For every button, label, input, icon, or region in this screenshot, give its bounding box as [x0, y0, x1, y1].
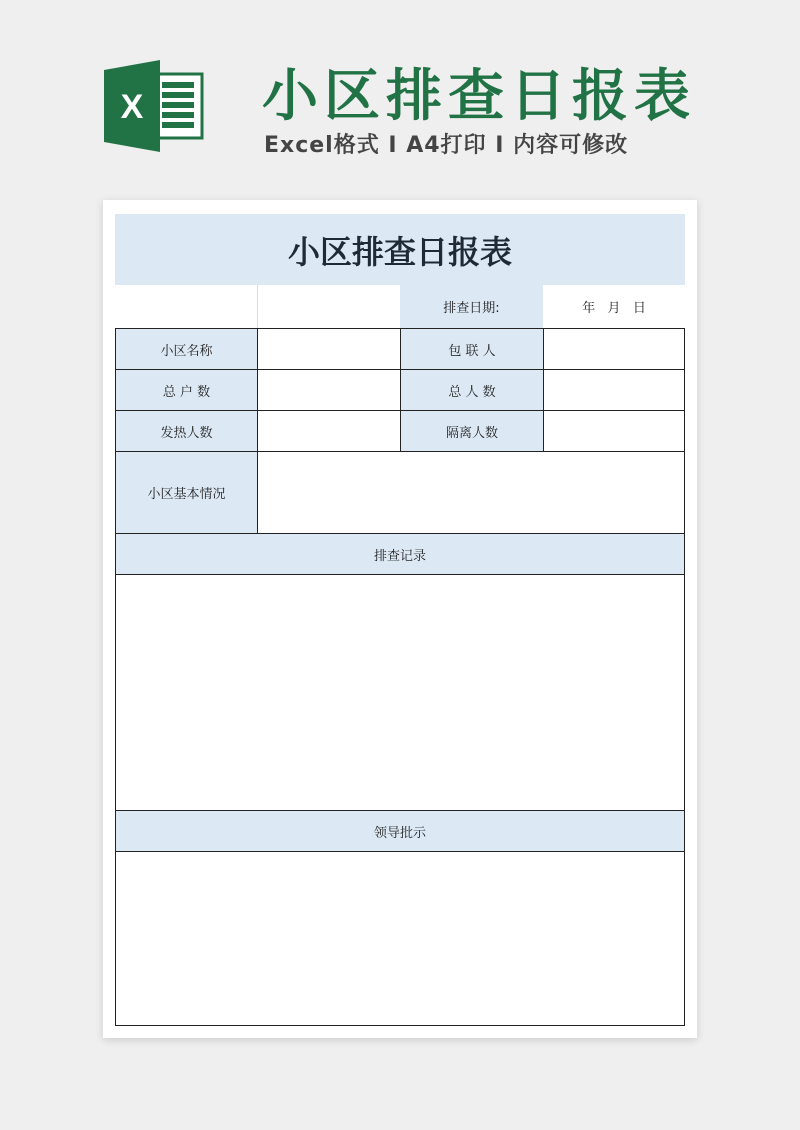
records-field[interactable]	[115, 574, 685, 811]
label-contact-person: 包 联 人	[400, 328, 544, 370]
population-field[interactable]	[543, 369, 685, 411]
blank-cell-1[interactable]	[115, 285, 257, 328]
date-value[interactable]: 年 月 日	[582, 301, 646, 316]
banner-subtitle: Excel格式 Ⅰ A4打印 Ⅰ 内容可修改	[264, 133, 629, 158]
banner-title: 小区排查日报表	[262, 64, 696, 129]
label-isolated-count: 隔离人数	[400, 410, 544, 452]
fever-count-field[interactable]	[257, 410, 401, 452]
records-header: 排查记录	[115, 533, 685, 575]
approval-field[interactable]	[115, 851, 685, 1026]
label-community-name: 小区名称	[115, 328, 258, 370]
approval-header: 领导批示	[115, 810, 685, 852]
label-fever-count: 发热人数	[115, 410, 258, 452]
basic-info-field[interactable]	[257, 451, 685, 534]
community-name-field[interactable]	[257, 328, 401, 370]
date-label: 排查日期:	[400, 285, 543, 328]
label-households: 总 户 数	[115, 369, 258, 411]
blank-cell-2[interactable]	[257, 285, 400, 328]
contact-person-field[interactable]	[543, 328, 685, 370]
households-field[interactable]	[257, 369, 401, 411]
isolated-count-field[interactable]	[543, 410, 685, 452]
sheet-title: 小区排查日报表	[115, 214, 685, 285]
label-basic-info: 小区基本情况	[115, 451, 258, 534]
svg-text:X: X	[120, 88, 144, 126]
label-population: 总 人 数	[400, 369, 544, 411]
excel-logo-icon	[104, 60, 204, 152]
